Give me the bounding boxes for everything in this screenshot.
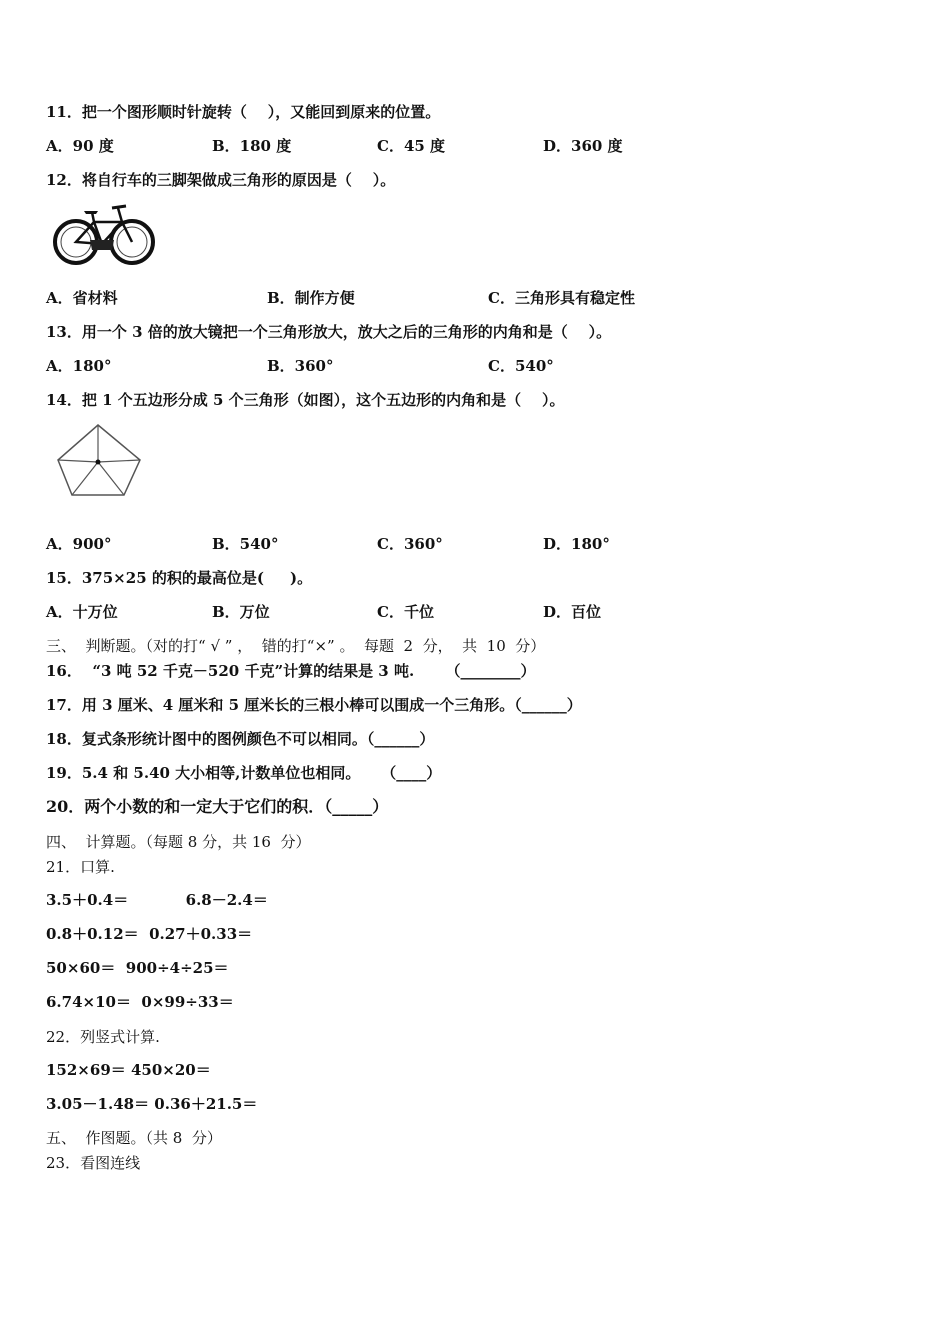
q15-stem: 15．375×25 的积的最高位是( )。	[46, 569, 313, 587]
q12-option-c: C．三角形具有稳定性	[488, 289, 635, 307]
q22-row: 152×69＝ 450×20＝	[46, 1061, 211, 1079]
q21-row: 50×60＝ 900÷4÷25＝	[46, 959, 229, 977]
q13-stem: 13．用一个 3 倍的放大镜把一个三角形放大，放大之后的三角形的内角和是（ ）。	[46, 323, 612, 341]
q12-stem: 12．将自行车的三脚架做成三角形的原因是（ ）。	[46, 171, 396, 189]
q16: 16． “3 吨 52 千克－520 千克”计算的结果是 3 吨. （________）	[46, 662, 536, 680]
section5-heading: 五、 作图题。（共 8 分）	[46, 1129, 222, 1147]
q23: 23．看图连线	[46, 1154, 141, 1172]
q15-option-b: B．万位	[212, 603, 270, 621]
q14-option-a: A．900°	[46, 535, 112, 553]
q13-option-b: B．360°	[267, 357, 334, 375]
q21-row: 0.8＋0.12＝ 0.27＋0.33＝	[46, 925, 253, 943]
q21-title: 21．口算.	[46, 858, 115, 876]
q15-option-c: C．千位	[377, 603, 434, 621]
q11-option-c: C．45 度	[377, 137, 446, 155]
section4-heading: 四、 计算题。（每题 8 分，共 16 分）	[46, 833, 311, 851]
q11-stem: 11．把一个图形顺时针旋转（ ），又能回到原来的位置。	[46, 103, 441, 121]
q14-stem: 14．把 1 个五边形分成 5 个三角形（如图），这个五边形的内角和是（ ）。	[46, 391, 565, 409]
bicycle-figure	[50, 200, 158, 268]
q15-option-a: A．十万位	[46, 603, 118, 621]
q14-option-b: B．540°	[212, 535, 279, 553]
q19: 19．5.4 和 5.40 大小相等,计数单位也相同。 （____）	[46, 764, 442, 782]
q21-row: 3.5＋0.4＝ 6.8－2.4＝	[46, 891, 268, 909]
q14-option-d: D．180°	[543, 535, 610, 553]
q22-title: 22．列竖式计算.	[46, 1028, 160, 1046]
q20: 20．两个小数的和一定大于它们的积．（_____）	[46, 797, 389, 816]
q13-option-a: A．180°	[46, 357, 112, 375]
q15-option-d: D．百位	[543, 603, 602, 621]
pentagon-figure	[54, 422, 144, 498]
q22-row: 3.05－1.48＝ 0.36＋21.5＝	[46, 1095, 258, 1113]
q17: 17．用 3 厘米、4 厘米和 5 厘米长的三根小棒可以围成一个三角形。（______）	[46, 696, 582, 714]
q14-option-c: C．360°	[377, 535, 443, 553]
q12-option-b: B．制作方便	[267, 289, 355, 307]
q18: 18．复式条形统计图中的图例颜色不可以相同。（______）	[46, 730, 435, 748]
section3-heading: 三、 判断题。（对的打“ √ ” ， 错的打“×” 。 每题 2 分， 共 10 分）	[46, 637, 546, 655]
q13-option-c: C．540°	[488, 357, 554, 375]
q12-option-a: A．省材料	[46, 289, 118, 307]
q11-option-b: B．180 度	[212, 137, 292, 155]
q11-option-a: A．90 度	[46, 137, 114, 155]
q11-option-d: D．360 度	[543, 137, 623, 155]
q21-row: 6.74×10＝ 0×99÷33＝	[46, 993, 234, 1011]
